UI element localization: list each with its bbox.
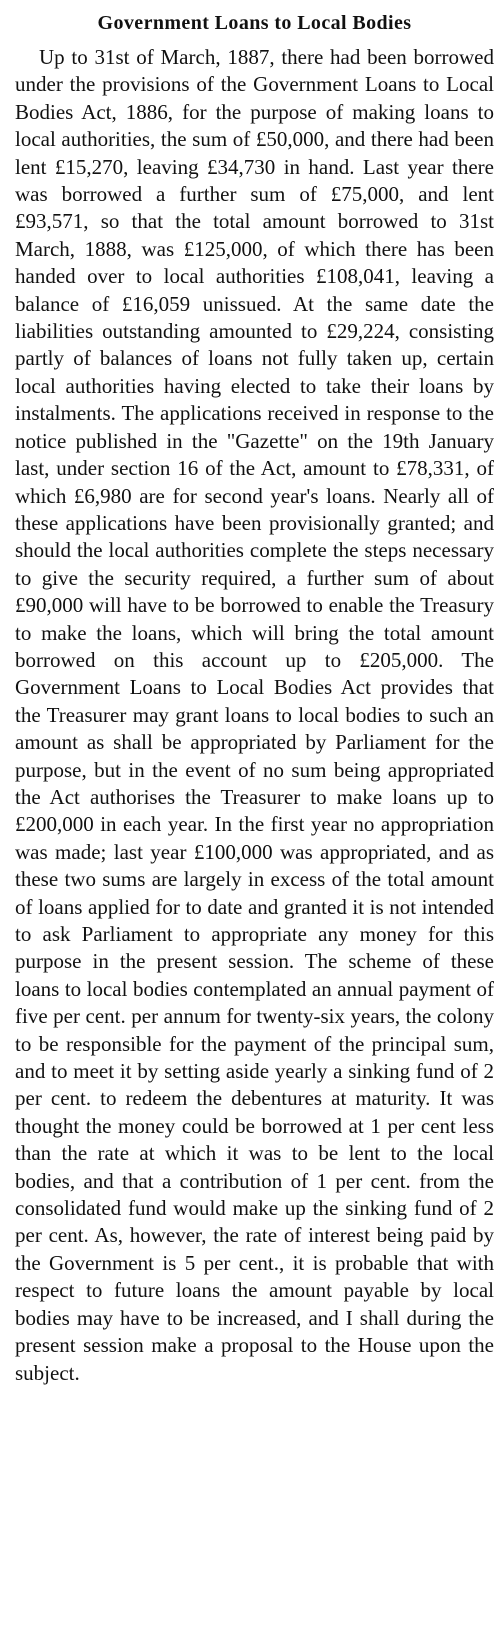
article-headline: Government Loans to Local Bodies [97,12,412,34]
article-body: Up to 31st of March, 1887, there had been borrowed under the provisions of the Government Loans to Local Bodies Act, 1886, for the purpose of making loans to local authorities, the sum of £50,000, and there had been lent £15,270, leaving £34,730 in hand. Last year there was borrowed a further sum of £75,000, and lent £93,571, so that the total amount borrowed to 31st March, 1888, was £125,000, of which there has been handed over to local authorities £108,041, leaving a balance of £16,059 unissued. At the same date the liabilities outstanding amounted to £29,224, consisting partly of balances of loans not fully taken up, certain local authorities having elected to take their loans by instalments. The applications received in response to the notice published in the "Gazette" on the 19th January last, under section 16 of the Act, amount to £78,331, of which £6,980 are for second year's loans. Nearly all of these applications have been provisionally granted; and should the local authorities complete the steps necessary to give the security required, a further sum of about £90,000 will have to be borrowed to enable the Treasury to make the loans, which will bring the total amount borrowed on this account up to £205,000. The Government Loans to Local Bodies Act provides that the Treasurer may grant loans to local bodies to such an amount as shall be appropriated by Parliament for the purpose, but in the event of no sum being appropriated the Act authorises the Treasurer to make loans up to £200,000 in each year. In the first year no appropriation was made; last year £100,000 was appropriated, and as these two sums are largely in excess of the total amount of loans applied for to date and granted it is not intended to ask Parliament to appropriate any money for this purpose in the present session. The scheme of these loans to local bodies contemplated an annual payment of five per cent. per annum for twenty-six years, the colony to be responsible for the payment of the principal sum, and to meet it by setting aside yearly a sinking fund of 2 per cent. to redeem the debentures at maturity. It was thought the money could be borrowed at 1 per cent less than the rate at which it was to be lent to the local bodies, and that a contribution of 1 per cent. from the consolidated fund would make up the sinking fund of 2 per cent. As, however, the rate of interest being paid by the Government is 5 per cent., it is probable that with respect to future loans the amount payable by local bodies may have to be increased, and I shall during the present session make a proposal to the House upon the subject. [15,45,494,1385]
